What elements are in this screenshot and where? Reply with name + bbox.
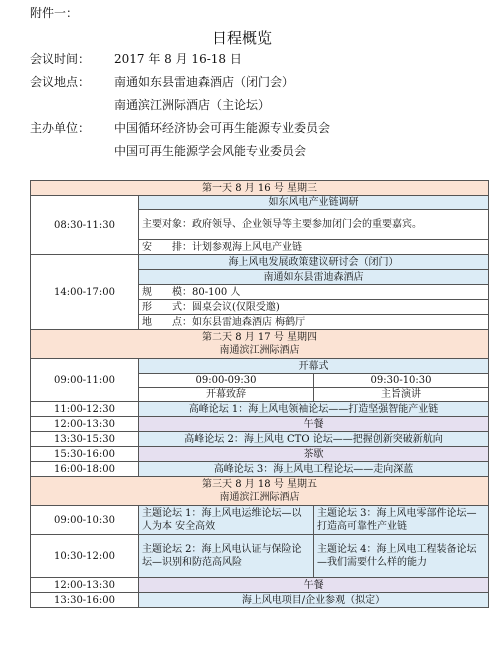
day3-s4-label: 海上风电项目/企业参观（拟定） [139, 593, 489, 608]
time-label: 会议时间： [30, 52, 91, 66]
schedule-table [30, 180, 489, 608]
day1-s2-place: 地 点：如东县雷迪森酒店 梅鹤厅 [139, 315, 489, 330]
day2-s5-label: 茶歇 [139, 447, 489, 462]
day3-s4-time: 13:30-16:00 [31, 593, 139, 608]
day3-forum-3: 主题论坛 3：海上风电零部件论坛—打造高可靠性产业链 [314, 506, 489, 535]
day2-venue: 南通滨江洲际酒店 [219, 345, 300, 356]
day1-header: 第一天 8 月 16 号 星期三 [31, 181, 489, 196]
day2-header: 第二天 8 月 17 号 星期四 [202, 332, 317, 343]
day1-s2-scale: 规 模：80-100 人 [139, 285, 489, 300]
day3-s3-label: 午餐 [139, 578, 489, 593]
day3-venue: 南通滨江洲际酒店 [219, 492, 300, 503]
day1-s2-venue: 南通如东县雷迪森酒店 [139, 270, 489, 285]
table-row [31, 196, 489, 210]
day2-s5-time: 15:30-16:00 [31, 447, 139, 462]
table-row [31, 402, 489, 417]
venue-1: 南通如东县雷迪森酒店（闭门会） [114, 75, 295, 89]
day2-o1-label: 开幕致辞 [139, 388, 314, 402]
day3-forum-4: 主题论坛 4：海上风电工程装备论坛—我们需要什么样的能力 [314, 535, 489, 578]
day2-s4-label: 高峰论坛 2：海上风电 CTO 论坛——把握创新突破新航向 [139, 432, 489, 447]
day1-s1-time: 08:30-11:30 [31, 196, 139, 255]
day3-header-row [31, 477, 489, 506]
day2-s2-time: 11:00-12:30 [31, 402, 139, 417]
day3-s1-time: 09:00-10:30 [31, 506, 139, 535]
day2-s1-time: 09:00-11:00 [31, 359, 139, 402]
table-row [31, 462, 489, 477]
table-row [31, 506, 489, 535]
day2-s4-time: 13:30-15:30 [31, 432, 139, 447]
day2-s3-label: 午餐 [139, 417, 489, 432]
table-row [31, 535, 489, 578]
table-row [31, 432, 489, 447]
day1-s2-time: 14:00-17:00 [31, 255, 139, 330]
table-row [31, 255, 489, 270]
host-1: 中国循环经济协会可再生能源专业委员会 [114, 121, 331, 135]
venue-2: 南通滨江洲际酒店（主论坛） [114, 98, 271, 112]
attachment-label: 附件一： [30, 6, 79, 20]
day2-opening: 开幕式 [139, 359, 489, 374]
day2-o2-label: 主旨演讲 [314, 388, 489, 402]
day3-header: 第三天 8 月 18 号 星期五 [202, 479, 317, 490]
day3-s2-time: 10:30-12:00 [31, 535, 139, 578]
host-label: 主办单位： [30, 121, 91, 135]
page-title: 日程概览 [212, 29, 273, 47]
day2-header-row [31, 330, 489, 359]
table-row [31, 593, 489, 608]
table-row [31, 417, 489, 432]
venue-label: 会议地点： [30, 75, 91, 89]
day1-s2-format: 形 式：圆桌会议(仅限受邀) [139, 300, 489, 315]
day1-s1-title: 如东风电产业链调研 [139, 196, 489, 210]
host-2: 中国可再生能源学会风能专业委员会 [114, 144, 307, 158]
day1-s1-target: 主要对象：政府领导、企业领导等主要参加闭门会的重要嘉宾。 [139, 210, 489, 240]
day3-s3-time: 12:00-13:30 [31, 578, 139, 593]
day2-o1-time: 09:00-09:30 [139, 374, 314, 388]
day2-s6-label: 高峰论坛 3：海上风电工程论坛——走向深蓝 [139, 462, 489, 477]
day3-forum-1: 主题论坛 1：海上风电运维论坛—以人为本 安全高效 [139, 506, 314, 535]
time-value: 2017 年 8 月 16-18 日 [114, 52, 242, 66]
day1-s1-arrange: 安 排：计划参观海上风电产业链 [139, 240, 489, 255]
table-row [31, 578, 489, 593]
day1-header-row [31, 181, 489, 196]
table-row [31, 359, 489, 374]
day1-s2-title: 海上风电发展政策建议研讨会（闭门） [139, 255, 489, 270]
day2-s6-time: 16:00-18:00 [31, 462, 139, 477]
day3-forum-2: 主题论坛 2：海上风电认证与保险论坛—识别和防范高风险 [139, 535, 314, 578]
day2-s2-label: 高峰论坛 1：海上风电领袖论坛——打造坚强智能产业链 [139, 402, 489, 417]
day2-s3-time: 12:00-13:30 [31, 417, 139, 432]
day2-o2-time: 09:30-10:30 [314, 374, 489, 388]
table-row [31, 447, 489, 462]
